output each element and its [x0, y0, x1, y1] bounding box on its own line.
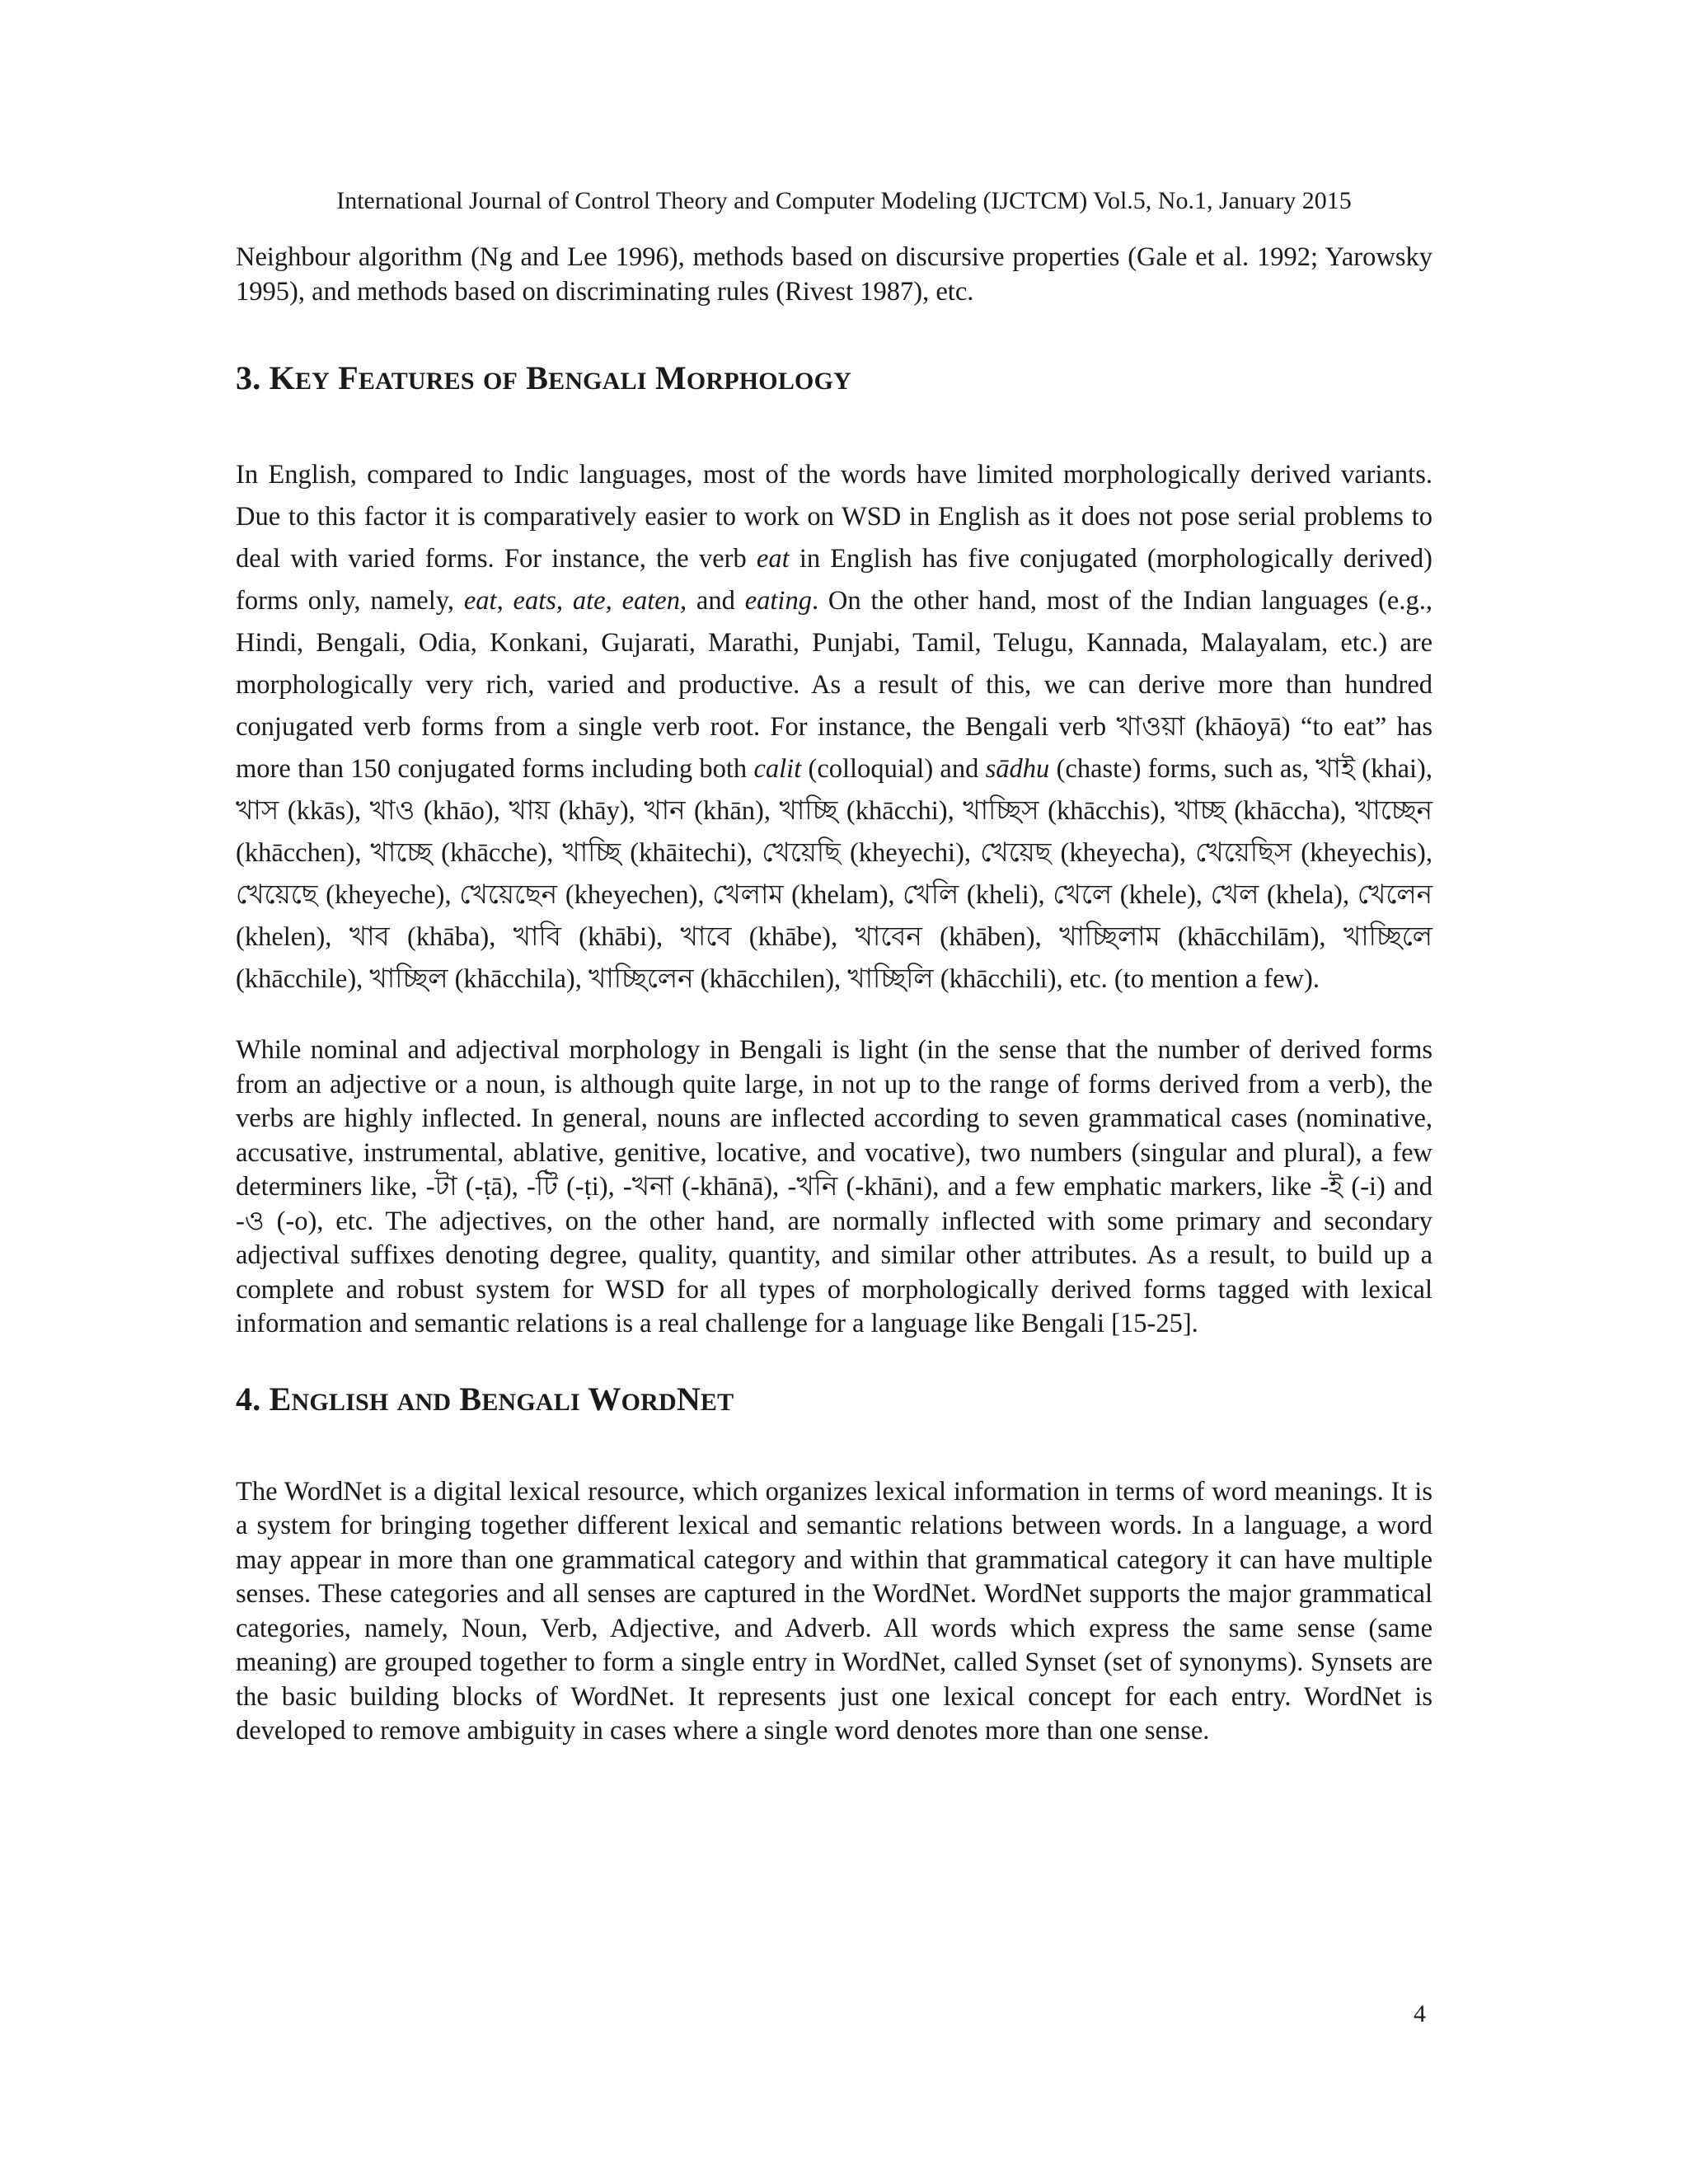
section-3-paragraph-2: While nominal and adjectival morphology in Bengali is light (in the sense that the number of derived forms from an adjective or a noun, is although quite large, in not up to the range of forms derived from a verb), the verbs are highly inflected. In general, nouns are inflected according to seven grammatical cases (nominative, accusative, instrumental, ablative, genitive, locative, and vocative), two numbers (singular and plural), a few determiners like, -টা (-ṭā), -টি (-ṭi), -খনা (-khānā), -খনি (-khāni), and a few emphatic markers, like -ই (-i) and -ও (-o), etc. The adjectives, on the other hand, are normally inflected with some primary and secondary adjectival suffixes denoting degree, quality, quantity, and similar other attributes. As a result, to build up a complete and robust system for WSD for all types of morphologically derived forms tagged with lexical information and semantic relations is a real challenge for a language like Bengali [15-25]. [236, 1035, 1432, 1338]
section-4-number: 4. [236, 1380, 261, 1418]
section-4-paragraph-1: The WordNet is a digital lexical resource, which organizes lexical information in terms of word meanings. It is a system for bringing together different lexical and semantic relations between words. In a language, a word may appear in more than one grammatical category and within that grammatical category it can have multiple senses. These categories and all senses are captured in the WordNet. WordNet supports the major grammatical categories, namely, Noun, Verb, Adjective, and Adverb. All words which express the same sense (same meaning) are grouped together to form a single entry in WordNet, called Synset (set of synonyms). Synsets are the basic building blocks of WordNet. It represents just one lexical concept for each entry. WordNet is developed to remove ambiguity in cases where a single word denotes more than one sense. [236, 1476, 1432, 1746]
section-3-paragraph-1: In English, compared to Indic languages, most of the words have limited morphologically derived variants. Due to this factor it is comparatively easier to work on WSD in English as it does not pose serial problems to deal with varied forms. For instance, the verb eat in English has five conjugated (morphologically derived) forms only, namely, eat, eats, ate, eaten, and eating. On the other hand, most of the Indian languages (e.g., Hindi, Bengali, Odia, Konkani, Gujarati, Marathi, Punjabi, Tamil, Telugu, Kannada, Malayalam, etc.) are morphologically very rich, varied and productive. As a result of this, we can derive more than hundred conjugated verb forms from a single verb root. For instance, the Bengali verb খাওয়া (khāoyā) “to eat” has more than 150 conjugated forms including both calit (colloquial) and sādhu (chaste) forms, such as, খাই (khai), খাস (kkās), খাও (khāo), খায় (khāy), খান (khān), খাচ্ছি (khācchi), খাচ্ছিস (khācchis), খাচ্ছ (khāccha), খাচ্ছেন (khācchen), খাচ্ছে (khācche), খাচ্ছি (khāitechi), খেয়েছি (kheyechi), খেয়েছ (kheyecha), খেয়েছিস (kheyechis), খেয়েছে (kheyeche), খেয়েছেন (kheyechen), খেলাম (khelam), খেলি (kheli), খেলে (khele), খেল (khela), খেলেন (khelen), খাব (khāba), খাবি (khābi), খাবে (khābe), খাবেন (khāben), খাচ্ছিলাম (khācchilām), খাচ্ছিলে (khācchile), খাচ্ছিল (khācchila), খাচ্ছিলেন (khācchilen), খাচ্ছিলি (khācchili), etc. (to mention a few). [236, 460, 1432, 994]
running-header: International Journal of Control Theory and Computer Modeling (IJCTCM) Vol.5, No.1, January 2015 [336, 187, 1352, 214]
page-number: 4 [1414, 2000, 1426, 2027]
section-4-heading: 4. ENGLISH AND BENGALI WORDNET [236, 1380, 734, 1418]
section-3-heading: 3. KEY FEATURES OF BENGALI MORPHOLOGY [236, 359, 851, 396]
page-content [236, 241, 1432, 1749]
section-3-number: 3. [236, 359, 261, 396]
intro-paragraph: Neighbour algorithm (Ng and Lee 1996), methods based on discursive properties (Gale et al. 1992; Yarowsky 1995), and methods based on discriminating rules (Rivest 1987), etc. [236, 242, 1432, 307]
